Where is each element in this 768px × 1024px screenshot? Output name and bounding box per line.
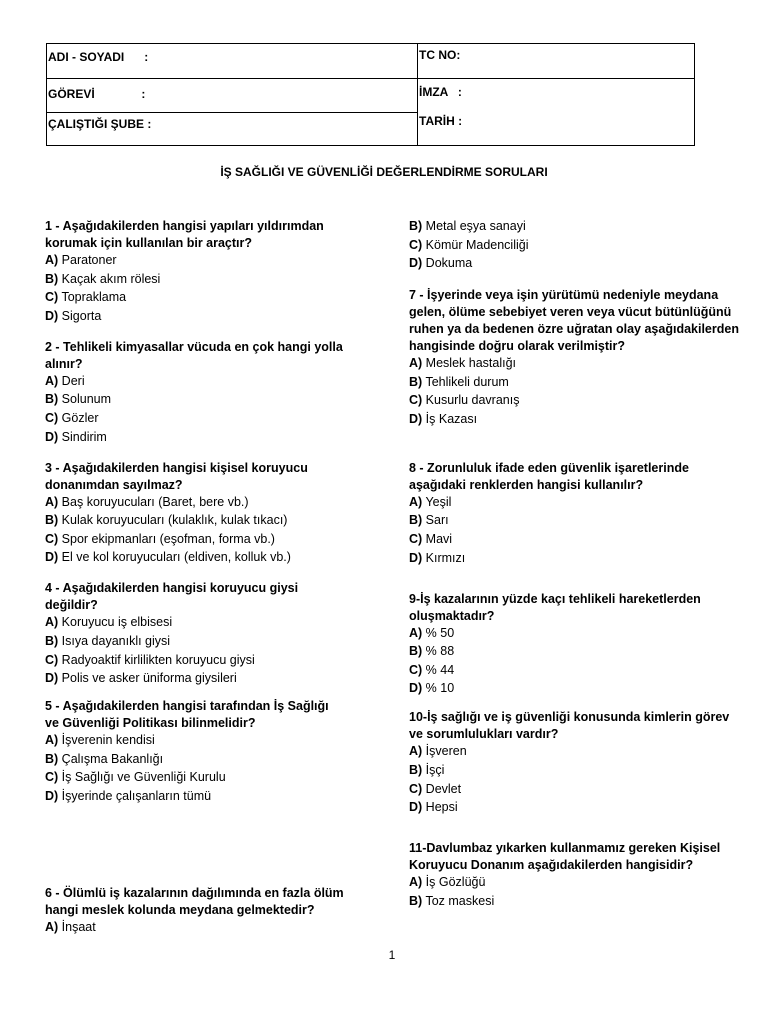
option-letter: C) bbox=[409, 393, 423, 408]
option-letter: A) bbox=[45, 253, 59, 267]
answer-option bbox=[45, 308, 345, 325]
option-text: İşverenin kendisi bbox=[58, 733, 155, 748]
option-letter: A) bbox=[409, 625, 423, 640]
option-text: % 50 bbox=[422, 625, 455, 640]
question-block bbox=[45, 580, 345, 687]
option-text: Sarı bbox=[422, 513, 449, 528]
option-letter: B) bbox=[409, 513, 423, 528]
answer-option bbox=[45, 271, 345, 288]
answer-option bbox=[45, 919, 345, 936]
answer-option bbox=[409, 743, 744, 760]
option-letter: A) bbox=[45, 615, 59, 630]
option-letter: C) bbox=[45, 652, 59, 667]
option-text: İşçi bbox=[422, 762, 445, 777]
answer-option bbox=[409, 531, 744, 548]
question-block bbox=[409, 460, 744, 567]
option-letter: B) bbox=[45, 392, 59, 407]
question-text: 5 - Aşağıdakilerden hangisi tarafından İş Sağlığı ve Güvenliği Politikası bilinmelidir? bbox=[45, 699, 329, 731]
option-letter: B) bbox=[409, 644, 423, 659]
option-text: Devlet bbox=[422, 781, 462, 796]
answer-option bbox=[409, 411, 744, 428]
question-text: 9-İş kazalarının yüzde kaçı tehlikeli hareketlerden oluşmaktadır? bbox=[409, 591, 701, 623]
option-letter: D) bbox=[45, 788, 59, 803]
right-column bbox=[409, 287, 744, 911]
answer-option bbox=[45, 494, 345, 511]
option-text: Kömür Madenciliği bbox=[422, 237, 529, 252]
form-divider bbox=[417, 44, 418, 145]
option-letter: D) bbox=[409, 681, 423, 696]
answer-option bbox=[409, 874, 744, 891]
option-text: İşyerinde çalışanların tümü bbox=[58, 788, 212, 803]
answer-option bbox=[409, 374, 744, 391]
answer-option bbox=[409, 550, 744, 567]
option-text: İş Gözlüğü bbox=[422, 875, 486, 890]
question-block bbox=[409, 840, 744, 910]
option-letter: B) bbox=[409, 374, 423, 389]
answer-option bbox=[45, 429, 345, 446]
option-text: Hepsi bbox=[422, 800, 458, 815]
question-text: 4 - Aşağıdakilerden hangisi koruyucu giysi değildir? bbox=[45, 581, 299, 613]
option-letter: A) bbox=[409, 356, 423, 370]
answer-option bbox=[409, 781, 744, 798]
option-letter: C) bbox=[409, 662, 423, 677]
question-text: 11-Davlumbaz yıkarken kullanmamız gereken Kişisel Koruyucu Donanım aşağıdakilerden hangisidir? bbox=[409, 841, 721, 873]
option-letter: D) bbox=[45, 308, 59, 323]
option-letter: B) bbox=[45, 633, 59, 648]
question-block bbox=[45, 339, 345, 446]
answer-option bbox=[45, 670, 345, 687]
answer-option bbox=[409, 218, 744, 235]
option-text: Sigorta bbox=[58, 308, 102, 323]
answer-option bbox=[45, 732, 345, 749]
option-letter: A) bbox=[409, 744, 423, 759]
option-letter: B) bbox=[409, 762, 423, 777]
option-text: İş Sağlığı ve Güvenliği Kurulu bbox=[58, 770, 226, 785]
option-text: Sindirim bbox=[58, 429, 107, 444]
option-text: Gözler bbox=[58, 410, 99, 425]
option-letter: D) bbox=[409, 800, 423, 815]
option-letter: C) bbox=[409, 781, 423, 796]
page-number: 1 bbox=[388, 948, 396, 962]
option-letter: A) bbox=[45, 373, 59, 388]
answer-option bbox=[409, 893, 744, 910]
question-block bbox=[45, 218, 345, 325]
answer-option bbox=[45, 512, 345, 529]
option-letter: D) bbox=[45, 429, 59, 444]
option-text: % 88 bbox=[422, 644, 455, 659]
option-text: Toz maskesi bbox=[422, 893, 495, 908]
answer-option bbox=[409, 512, 744, 529]
page-title: İŞ SAĞLIĞI VE GÜVENLİĞİ DEĞERLENDİRME SORULARI bbox=[220, 165, 548, 179]
answer-option bbox=[45, 410, 345, 427]
option-letter: C) bbox=[45, 770, 59, 785]
option-text: Polis ve asker üniforma giysileri bbox=[58, 671, 237, 686]
option-letter: A) bbox=[45, 494, 59, 509]
branch-field-label: ÇALIŞTIĞI ŞUBE : bbox=[48, 117, 152, 131]
option-letter: C) bbox=[409, 531, 423, 546]
option-text: Deri bbox=[58, 373, 85, 388]
answer-option bbox=[45, 633, 345, 650]
option-letter: B) bbox=[45, 751, 59, 766]
option-letter: C) bbox=[45, 531, 59, 546]
option-letter: B) bbox=[45, 513, 59, 528]
option-text: İnşaat bbox=[58, 919, 96, 934]
right-column-continuation bbox=[409, 218, 744, 274]
option-letter: D) bbox=[409, 550, 423, 565]
question-text: 1 - Aşağıdakilerden hangisi yapıları yıldırımdan korumak için kullanılan bir araçtır? bbox=[45, 219, 324, 250]
option-text: Koruyucu iş elbisesi bbox=[58, 615, 173, 630]
option-text: Baş koruyucuları (Baret, bere vb.) bbox=[58, 494, 249, 509]
answer-option bbox=[45, 549, 345, 566]
answer-option bbox=[409, 680, 744, 697]
form-divider bbox=[47, 112, 417, 113]
answer-option bbox=[409, 799, 744, 816]
question-text: 10-İş sağlığı ve iş güvenliği konusunda kimlerin görev ve sorumlulukları vardır? bbox=[409, 710, 730, 742]
answer-option bbox=[45, 289, 345, 306]
option-text: Yeşil bbox=[422, 494, 452, 509]
question-text: 7 - İşyerinde veya işin yürütümü nedeniyle meydana gelen, ölüme sebebiyet veren veya vücut bütünlüğünü ruhen ya da bedenen özre uğratan olay aşağıdakilerden hangisinde doğru olarak verilmiştir? bbox=[409, 288, 739, 353]
signature-field-label: İMZA : bbox=[419, 85, 462, 99]
option-text: % 44 bbox=[422, 662, 455, 677]
tc-field-label: TC NO: bbox=[419, 48, 461, 62]
form-divider bbox=[417, 78, 694, 79]
answer-option bbox=[409, 625, 744, 642]
option-text: Spor ekipmanları (eşofman, forma vb.) bbox=[58, 531, 275, 546]
option-letter: C) bbox=[45, 290, 59, 305]
option-letter: D) bbox=[45, 671, 59, 686]
option-text: Paratoner bbox=[58, 253, 117, 267]
answer-option bbox=[45, 769, 345, 786]
question-block bbox=[409, 287, 744, 428]
answer-option bbox=[45, 373, 345, 390]
personal-info-form bbox=[46, 43, 695, 146]
question-text: 8 - Zorunluluk ifade eden güvenlik işaretlerinde aşağıdaki renklerden hangisi kullanılır? bbox=[409, 460, 689, 492]
option-text: Kusurlu davranış bbox=[422, 393, 520, 408]
option-letter: D) bbox=[409, 411, 423, 426]
option-letter: A) bbox=[45, 919, 59, 934]
option-text: Topraklama bbox=[58, 290, 127, 305]
answer-option bbox=[409, 392, 744, 409]
question-block bbox=[45, 460, 345, 567]
option-text: Kulak koruyucuları (kulaklık, kulak tıkacı) bbox=[58, 513, 288, 528]
option-letter: A) bbox=[409, 494, 423, 509]
option-text: İş Kazası bbox=[422, 411, 478, 426]
answer-option bbox=[409, 237, 744, 254]
option-letter: B) bbox=[409, 893, 423, 908]
answer-option bbox=[45, 614, 345, 631]
option-letter: D) bbox=[409, 256, 423, 271]
form-divider bbox=[47, 78, 417, 79]
option-letter: C) bbox=[45, 410, 59, 425]
answer-option bbox=[409, 255, 744, 272]
option-text: Kaçak akım rölesi bbox=[58, 271, 161, 286]
option-letter: D) bbox=[45, 550, 59, 565]
option-text: El ve kol koruyucuları (eldiven, kolluk vb.) bbox=[58, 550, 291, 565]
answer-option bbox=[45, 652, 345, 669]
option-text: Solunum bbox=[58, 392, 112, 407]
duty-field-label: GÖREVİ : bbox=[48, 87, 146, 101]
option-text: Metal eşya sanayi bbox=[422, 219, 526, 233]
option-text: Isıya dayanıklı giysi bbox=[58, 633, 171, 648]
option-text: Dokuma bbox=[422, 256, 473, 271]
question-block bbox=[409, 709, 744, 816]
answer-option bbox=[409, 494, 744, 511]
option-text: Tehlikeli durum bbox=[422, 374, 509, 389]
option-text: Çalışma Bakanlığı bbox=[58, 751, 164, 766]
question-block bbox=[45, 698, 345, 805]
option-letter: A) bbox=[409, 875, 423, 890]
answer-option bbox=[45, 751, 345, 768]
question-block bbox=[409, 591, 744, 698]
question-text: 6 - Ölümlü iş kazalarının dağılımında en fazla ölüm hangi meslek kolunda meydana gelmektedir? bbox=[45, 885, 344, 917]
name-field-label: ADI - SOYADI : bbox=[48, 50, 149, 64]
answer-option bbox=[409, 643, 744, 660]
answer-option bbox=[45, 788, 345, 805]
question-block bbox=[45, 885, 345, 936]
option-letter: B) bbox=[409, 219, 423, 233]
option-letter: A) bbox=[45, 733, 59, 748]
answer-option bbox=[45, 531, 345, 548]
option-text: Radyoaktif kirlilikten koruyucu giysi bbox=[58, 652, 255, 667]
option-letter: B) bbox=[45, 271, 59, 286]
option-text: Kırmızı bbox=[422, 550, 466, 565]
option-text: Mavi bbox=[422, 531, 453, 546]
option-text: İşveren bbox=[422, 744, 467, 759]
option-letter: C) bbox=[409, 237, 423, 252]
answer-option bbox=[409, 355, 744, 372]
date-field-label: TARİH : bbox=[419, 114, 463, 128]
answer-option bbox=[409, 762, 744, 779]
left-column bbox=[45, 218, 345, 938]
question-text: 3 - Aşağıdakilerden hangisi kişisel koruyucu donanımdan sayılmaz? bbox=[45, 460, 308, 492]
answer-option bbox=[45, 391, 345, 408]
option-text: Meslek hastalığı bbox=[422, 356, 516, 370]
option-text: % 10 bbox=[422, 681, 455, 696]
answer-option bbox=[409, 662, 744, 679]
question-text: 2 - Tehlikeli kimyasallar vücuda en çok hangi yolla alınır? bbox=[45, 339, 343, 371]
answer-option bbox=[45, 252, 345, 269]
